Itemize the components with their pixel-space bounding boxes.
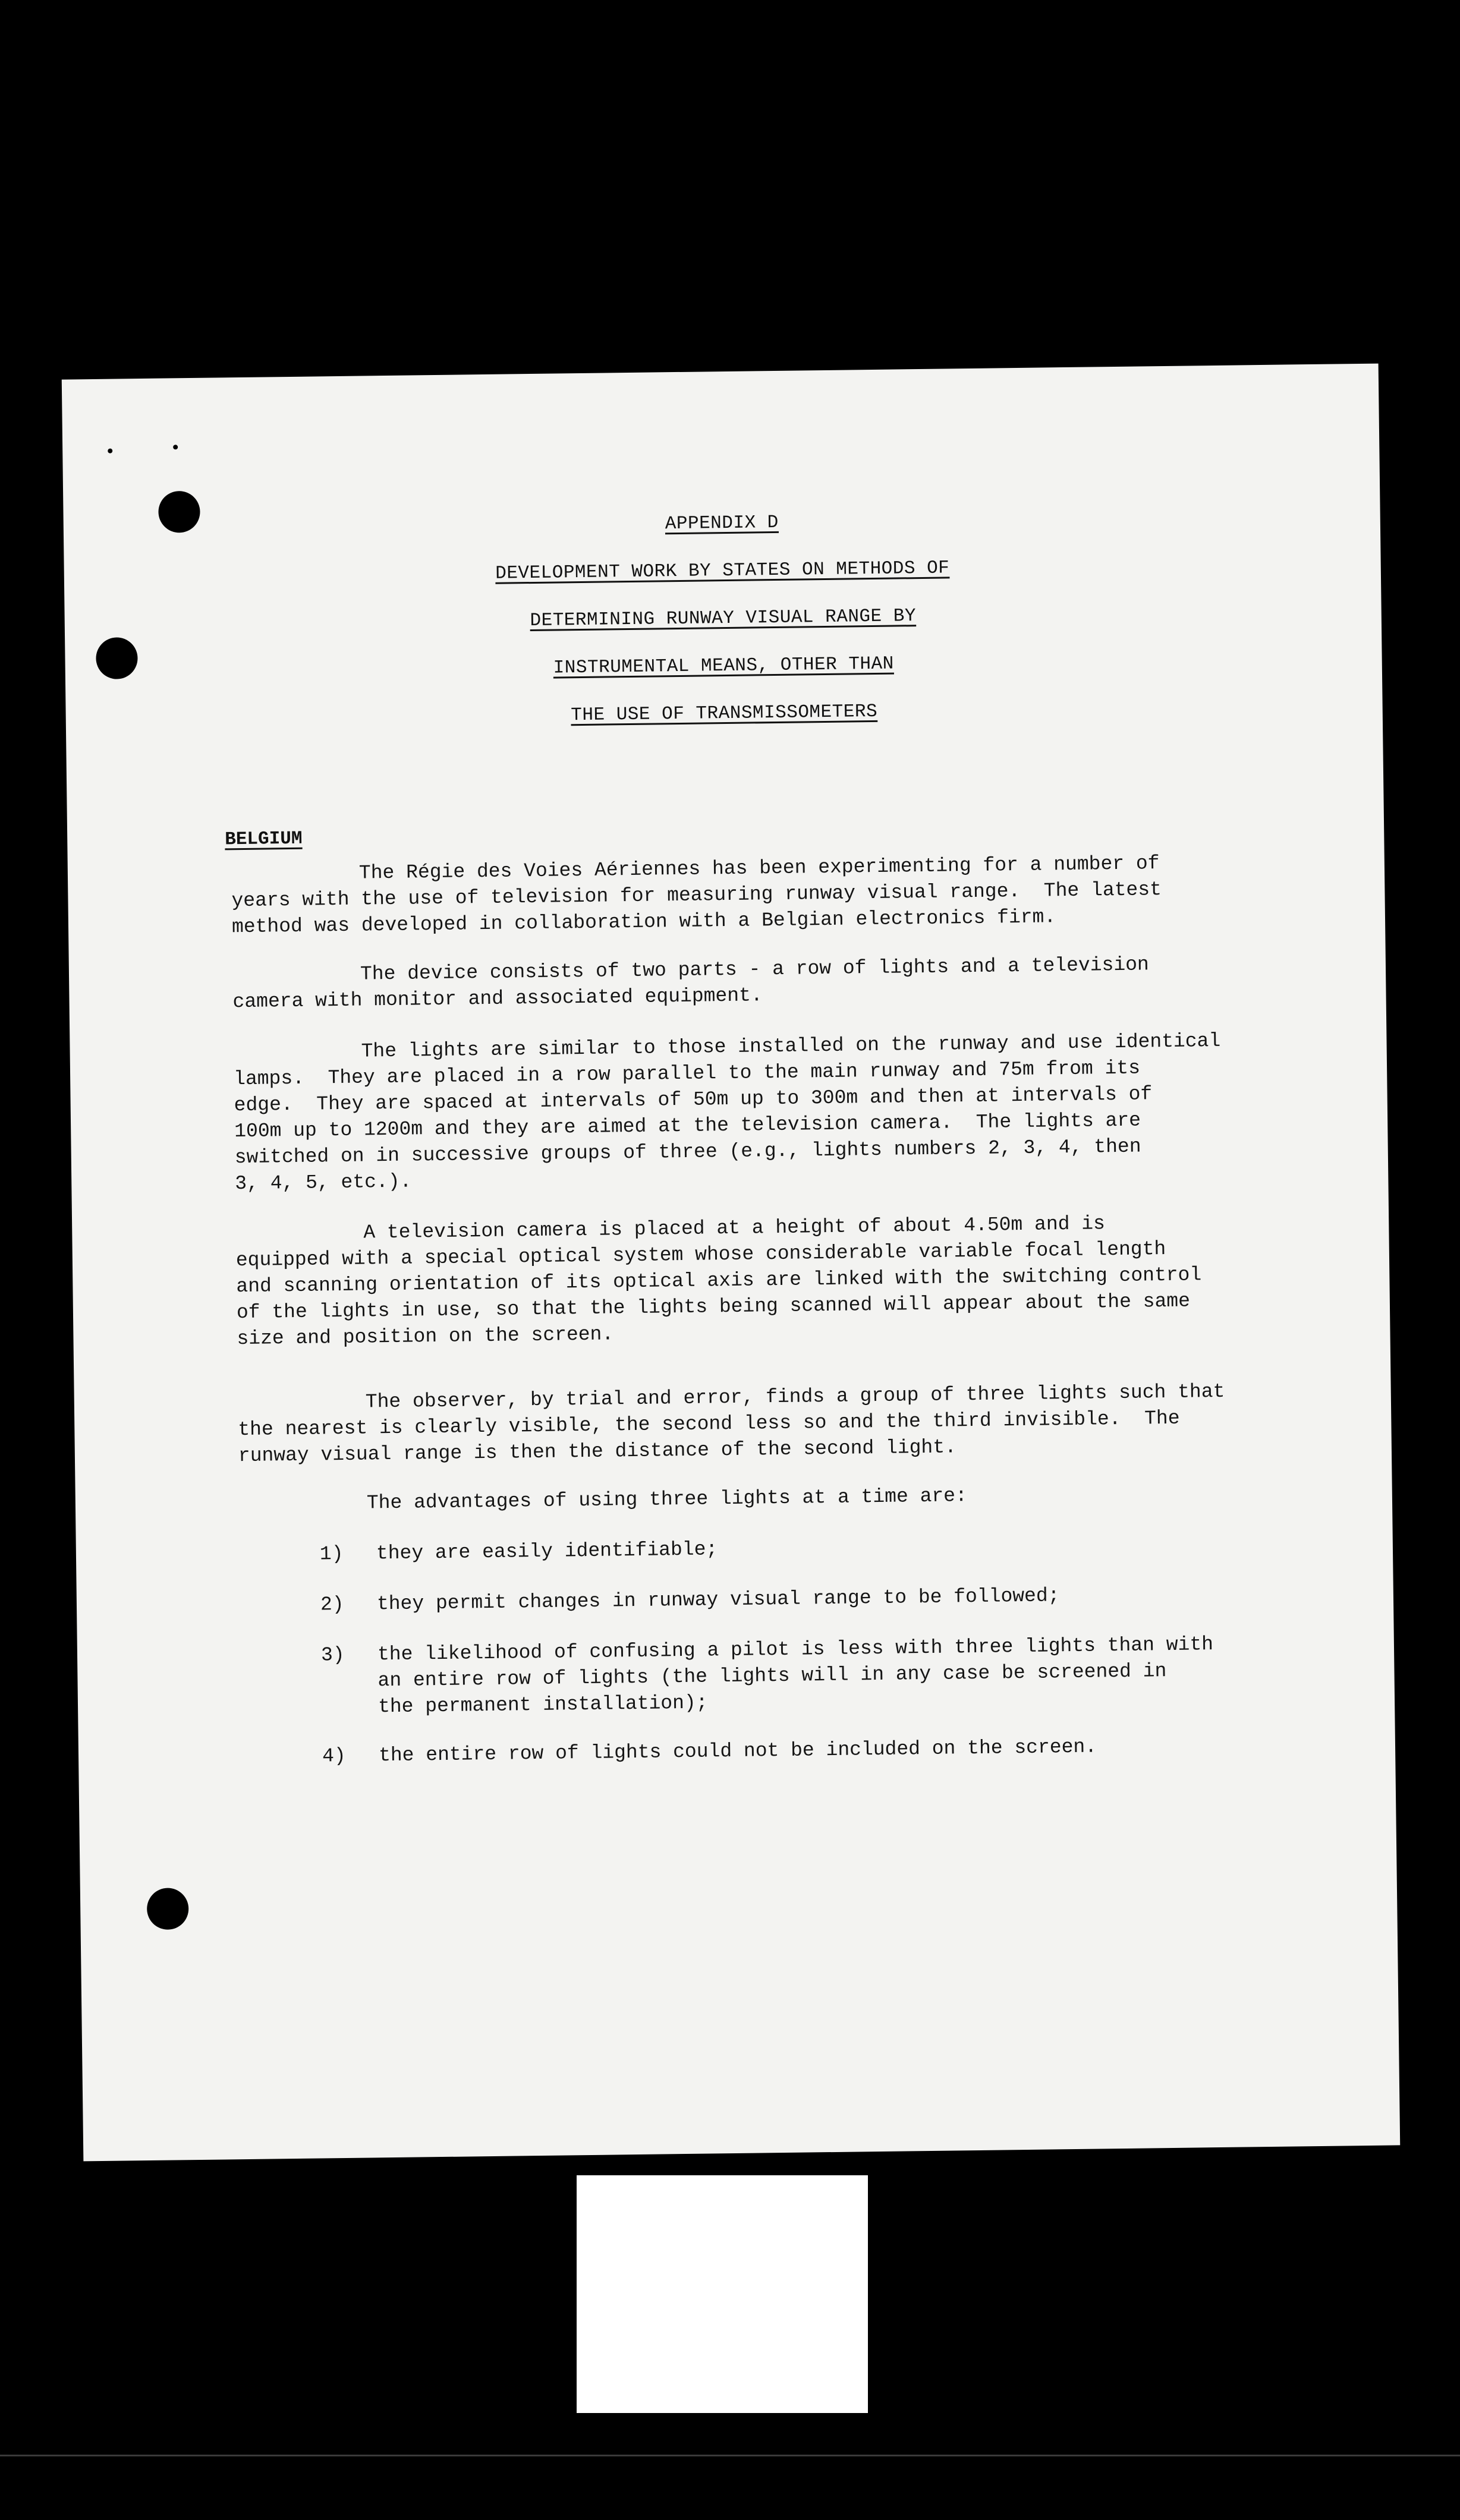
paragraph-5: The observer, by trial and error, finds a group of three lights such that the nearest is clearly visible, the second less so and the third invisible. The runway visual range is then the distance of the second light. xyxy=(238,1380,1225,1467)
list-item xyxy=(320,1580,1301,1616)
title-line-2: DETERMINING RUNWAY VISUAL RANGE BY xyxy=(530,606,917,632)
speck-mark xyxy=(108,449,112,453)
list-intro: The advantages of using three lights at a time are: xyxy=(366,1485,968,1514)
punch-hole-bottom xyxy=(147,1888,189,1930)
scan-edge-line xyxy=(0,2455,1460,2456)
list-item-number: 3) xyxy=(320,1643,345,1667)
paragraph-1: The Régie des Voies Aériennes has been experimenting for a number of years with the use of television for measuring runway visual range. The latest method was developed in collaboration with a Belgian electronics firm. xyxy=(231,852,1162,938)
speck-mark xyxy=(173,445,178,449)
paragraph-3: The lights are similar to those installed on the runway and use identical lamps. They are placed in a row parallel to the main runway and 75m from its edge. They are spaced at intervals of 50m up to 300m and then at intervals of 100m up to 1200m and they are aimed at the television camera. The lights are switched on in successive groups of three (e.g., lights numbers 2, 3, 4, then 3, 4, 5, etc.). xyxy=(233,1029,1221,1195)
paragraph-4: A television camera is placed at a height of about 4.50m and is equipped with a special optical system whose considerable variable focal length and scanning orientation of its optical axis are linked with the switching control of the lights in use, so that the lights being scanned will appear about the same size and position on the screen. xyxy=(235,1212,1202,1350)
list-item xyxy=(319,1529,1301,1565)
blank-paper-slip xyxy=(577,2175,868,2413)
title-line-4: THE USE OF TRANSMISSOMETERS xyxy=(571,701,878,726)
list-item xyxy=(320,1630,1302,1718)
list-item-number: 2) xyxy=(320,1593,344,1616)
section-heading-belgium: BELGIUM xyxy=(225,828,303,850)
appendix-title: APPENDIX D xyxy=(665,512,779,535)
paragraph-2: The device consists of two parts - a row of lights and a television camera with monitor and associated equipment. xyxy=(232,953,1149,1013)
list-item-text: the entire row of lights could not be included on the screen. xyxy=(378,1735,1097,1767)
list-item-number: 1) xyxy=(319,1543,344,1565)
title-line-3: INSTRUMENTAL MEANS, OTHER THAN xyxy=(553,653,894,679)
document-page xyxy=(62,364,1400,2162)
list-item-text: they are easily identifiable; xyxy=(376,1538,718,1565)
list-item-text: the likelihood of confusing a pilot is less with three lights than with an entire row of lights (the lights will in any case be screened in the permanent installation); xyxy=(377,1633,1214,1718)
list-item-number: 4) xyxy=(322,1744,346,1768)
title-line-1: DEVELOPMENT WORK BY STATES ON METHODS OF xyxy=(495,557,950,584)
list-item-text: they permit changes in runway visual range to be followed; xyxy=(376,1585,1060,1615)
list-item xyxy=(322,1731,1303,1768)
